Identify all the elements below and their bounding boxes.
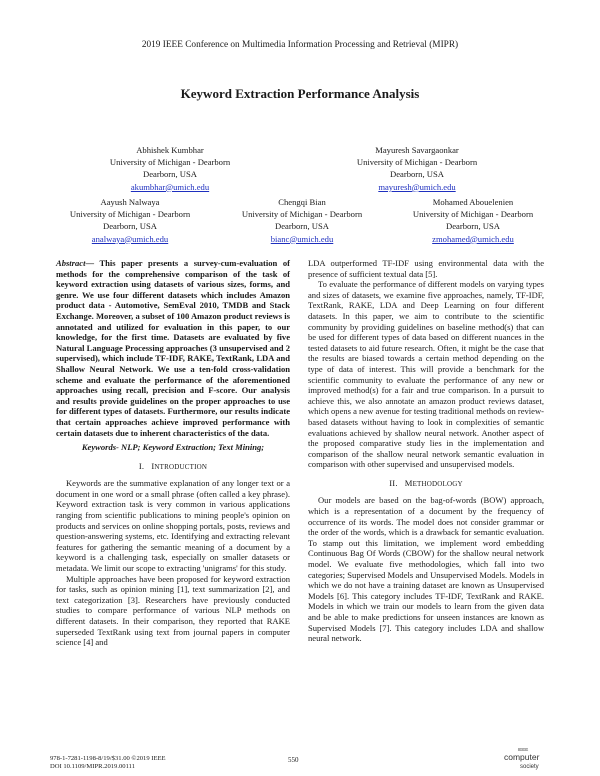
author-block-5 xyxy=(392,196,554,245)
author-affiliation: University of Michigan - Dearborn xyxy=(109,157,231,168)
paper-title: Keyword Extraction Performance Analysis xyxy=(180,86,420,101)
author-location: Dearborn, USA xyxy=(143,169,197,180)
section-title-rest: ETHODOLOGY xyxy=(412,479,463,488)
section-numeral: I. xyxy=(138,460,145,471)
logo-computer-text: computer xyxy=(504,752,540,762)
footer-doi: DOI 10.1109/MIPR.2019.00111 xyxy=(50,763,135,770)
section-title-initial: I xyxy=(151,460,155,471)
author-location: Dearborn, USA xyxy=(390,169,444,180)
footer-copyright xyxy=(50,755,166,771)
author-email-link[interactable]: akumbhar@umich.edu xyxy=(130,181,210,192)
author-name: Mohamed Abouelenien xyxy=(432,197,514,207)
author-location: Dearborn, USA xyxy=(275,221,329,232)
page-number: 550 xyxy=(288,756,299,764)
abstract-lead: Abstract xyxy=(56,258,86,268)
author-affiliation: University of Michigan - Dearborn xyxy=(69,209,191,220)
author-name: Chengqi Bian xyxy=(278,197,326,207)
author-name: Aayush Nalwaya xyxy=(100,197,160,207)
section-numeral: II. xyxy=(389,477,398,488)
section-title-rest: NTRODUCTION xyxy=(154,462,208,471)
author-name: Abhishek Kumbhar xyxy=(136,145,204,155)
abstract-text: — This paper presents a survey-cum-evaluation of methods for the comprehensive comparison of the task of keyword extraction using datasets of various sizes, forms, and genre. We use four different datasets which includes Amazon product data - Automotive, SemEval 2010, TMDB and Stack Exchange. Moreover, a subset of 100 Amazon product reviews is annotated and utilized for evaluation in this paper, to our knowledge, for the first time. Datasets are evaluated by five Natural Language Processing approaches (3 unsupervised and 2 supervised), which include TF-IDF, RAKE, TextRank, LDA and Shallow Neural Network. We use a ten-fold cross-validation scheme and evaluate the performance of the aforementioned approaches using recall, precision and F-score. Our analysis and results provide guidelines on the proper approaches to use for different types of datasets. Furthermore, our results indicate that certain approaches achieve improved performance with certain datasets due to inherent characteristics of the data. xyxy=(56,258,290,438)
author-affiliation: University of Michigan - Dearborn xyxy=(356,157,478,168)
left-column xyxy=(56,258,290,648)
computer-society-logo xyxy=(500,745,552,771)
author-block-1 xyxy=(90,144,250,193)
author-block-2 xyxy=(332,144,502,193)
conference-header: 2019 IEEE Conference on Multimedia Information Processing and Retrieval (MIPR) xyxy=(141,40,459,50)
author-email-link[interactable]: analwaya@umich.edu xyxy=(91,233,169,244)
author-email-link[interactable]: mayuresh@umich.edu xyxy=(378,181,456,192)
author-location: Dearborn, USA xyxy=(103,221,157,232)
section-title-initial: M xyxy=(404,477,413,488)
paragraph: Multiple approaches have been proposed for keyword extraction for tasks, such as opinion mining [1], text summarization [2], and text categorization [3]. Researchers have previously conducted studies to compare performance of various NLP methods on different datasets. In their comparison, they reported that RAKE superseded TextRank using text from journal papers in computer science [4] and xyxy=(56,573,290,648)
computer-society-logo-icon xyxy=(500,745,552,771)
author-block-3 xyxy=(50,196,210,245)
paragraph: Our models are based on the bag-of-words (BOW) approach, which is a representation of a document by the frequency of occurrence of its words. The model does not consider grammar or the order of the words, which is a drawback for semantic evaluation. To stamp out this limitation, we implement word embedding Continuous Bag Of Words (CBOW) for the shallow neural network model. We evaluate five methodologies, which fall into two categories; Supervised Models and Unsupervised Models. Models in which we do not have a training dataset are known as Unsupervised Models [6]. This category includes TF-IDF, TextRank and RAKE. Models in which we train our models to learn from the given data and be able to make predictions for unseen instances are known as Supervised Models [7]. This category includes LDA and shallow neural network. xyxy=(308,495,544,644)
footer-isbn: 978-1-7281-1198-8/19/$31.00 ©2019 IEEE xyxy=(50,755,166,762)
author-affiliation: University of Michigan - Dearborn xyxy=(412,209,534,220)
logo-ieee-text: IEEE xyxy=(518,747,529,752)
author-location: Dearborn, USA xyxy=(446,221,500,232)
author-email-link[interactable]: zmohamed@umich.edu xyxy=(432,233,514,244)
abstract xyxy=(56,258,290,438)
paragraph: LDA outperformed TF-IDF using environmental data with the presence of sufficient textual data [5]. xyxy=(308,258,544,279)
keywords: Keywords- NLP; Keyword Extraction; Text Mining; xyxy=(81,442,265,453)
author-email-link[interactable]: bianc@umich.edu xyxy=(270,233,334,244)
section-heading-methodology xyxy=(308,478,544,490)
paragraph: Keywords are the summative explanation of any longer text or a document in one word or a small phrase (often called a key phrase). Keyword extraction task is very common in various applications ranging from scientific publications to mining people's opinion on products and services on online shopping portals, posts, reviews and question-answering systems, etc. Identifying and extracting relevant features for gathering the semantic meaning of a document by a keyword is a challenging task, especially on smaller datasets or metadata. We limit our scope to extracting 'unigrams' for this study. xyxy=(56,478,290,574)
logo-society-text: society xyxy=(520,764,539,770)
right-column xyxy=(308,258,544,644)
author-block-4 xyxy=(222,196,382,245)
author-affiliation: University of Michigan - Dearborn xyxy=(241,209,363,220)
section-heading-introduction xyxy=(56,461,290,473)
author-name: Mayuresh Savargaonkar xyxy=(375,145,459,155)
paragraph: To evaluate the performance of different models on varying types and sizes of datasets, we examine five approaches, namely, TF-IDF, TextRank, RAKE, LDA and Deep Learning on four different datasets. In this paper, we aim to contribute to the scientific community by providing guidelines on baseline method(s) that can be used for different types of data based on different nuances in the tested datasets to aid future research. Often, it might be the case that the results are biased towards a certain method depending on the type of data of interest. This will provide a benchmark for the scientific community to evaluate the performance of any new or improved method(s) for a fair and true comparison. In a pursuit to achieve this, we also annotate an amazon product reviews dataset, which opens a new avenue for testing traditional methods on review-based datasets without having to look in complexities of semantic evaluations achieved by shallow neural network. Another aspect of the proposed comparative study lies in the implementation and comparison of the shallow neural network semantic evaluation in comparison with other supervised and unsupervised models. xyxy=(308,279,544,470)
